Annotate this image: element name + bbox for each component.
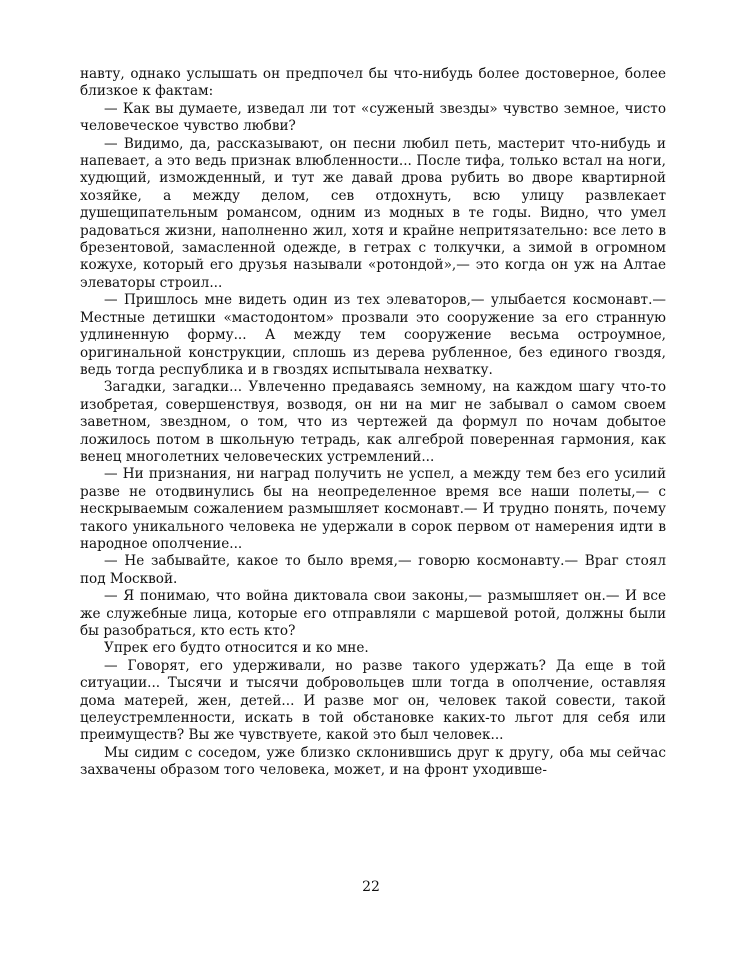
paragraph-8: — Я понимаю, что война диктовала свои законы,— размышляет он.— И все же служебные лица, которые его отправляли с маршевой ротой, должны были бы разобраться, кто есть кто? <box>80 588 666 639</box>
page-text <box>80 66 666 780</box>
paragraph-9: Упрек его будто относится и ко мне. <box>104 640 369 657</box>
page-number: 22 <box>362 879 380 895</box>
paragraph-5: Загадки, загадки... Увлеченно предаваясь земному, на каждом шагу что-то изобретая, совершенствуя, возводя, он ни на миг не забывал о самом своем заветном, звездном, о том, что из чертежей да формул по ночам добытое ложилось потом в школьную тетрадь, как алгеброй поверенная гармония, как венец многолетних человеческих устремлений... <box>80 379 666 465</box>
paragraph-3: — Видимо, да, рассказывают, он песни любил петь, мастерит что-нибудь и напевает, а это ведь признак влюбленности... После тифа, только встал на ноги, худющий, изможденный, и тут же давай дрова рубить во дворе квартирной хозяйке, а между делом, сев отдохнуть, всю улицу развлекает душещипательным романсом, одним из модных в те годы. Видно, что умел радоваться жизни, наполненно жил, хотя и крайне непритязательно: все лето в брезентовой, замасленной одежде, в гетрах с толкучки, а зимой в огромном кожухе, который его друзья называли «ротондой»,— это когда он уж на Алтае элеваторы строил... <box>80 135 666 291</box>
paragraph-7: — Не забывайте, какое то было время,— говорю космонавту.— Враг стоял под Москвой. <box>80 553 666 587</box>
paragraph-4: — Пришлось мне видеть один из тех элеваторов,— улыбается космонавт.— Местные детишки «мастодонтом» прозвали это сооружение за его странную удлиненную форму... А между тем сооружение весьма остроумное, оригинальной конструкции, сплошь из дерева рубленное, без единого гвоздя, ведь тогда республика и в гвоздях испытывала нехватку. <box>80 292 666 378</box>
paragraph-6: — Ни признания, ни наград получить не успел, а между тем без его усилий разве не отодвинулись бы на неопределенное время все наши полеты,— с нескрываемым сожалением размышляет космонавт.— И трудно понять, почему такого уникального человека не удержали в сорок первом от намерения идти в народное ополчение... <box>80 466 666 552</box>
paragraph-11: Мы сидим с соседом, уже близко склонившись друг к другу, оба мы сейчас захвачены образом того человека, может, и на фронт уходивше- <box>80 744 666 779</box>
paragraph-1: навту, однако услышать он предпочел бы что-нибудь более достоверное, более близкое к фактам: <box>80 66 666 100</box>
paragraph-10: — Говорят, его удерживали, но разве такого удержать? Да еще в той ситуации... Тысячи и тысячи добровольцев шли тогда в ополчение, оставляя дома матерей, жен, детей... И разве мог он, человек такой совести, такой целеустремленности, искать в той обстановке каких-то льгот для себя или преимуществ? Вы же чувствуете, какой это был человек... <box>80 657 666 744</box>
paragraph-2: — Как вы думаете, изведал ли тот «суженый звезды» чувство земное, чисто человеческое чувство любви? <box>80 100 666 135</box>
